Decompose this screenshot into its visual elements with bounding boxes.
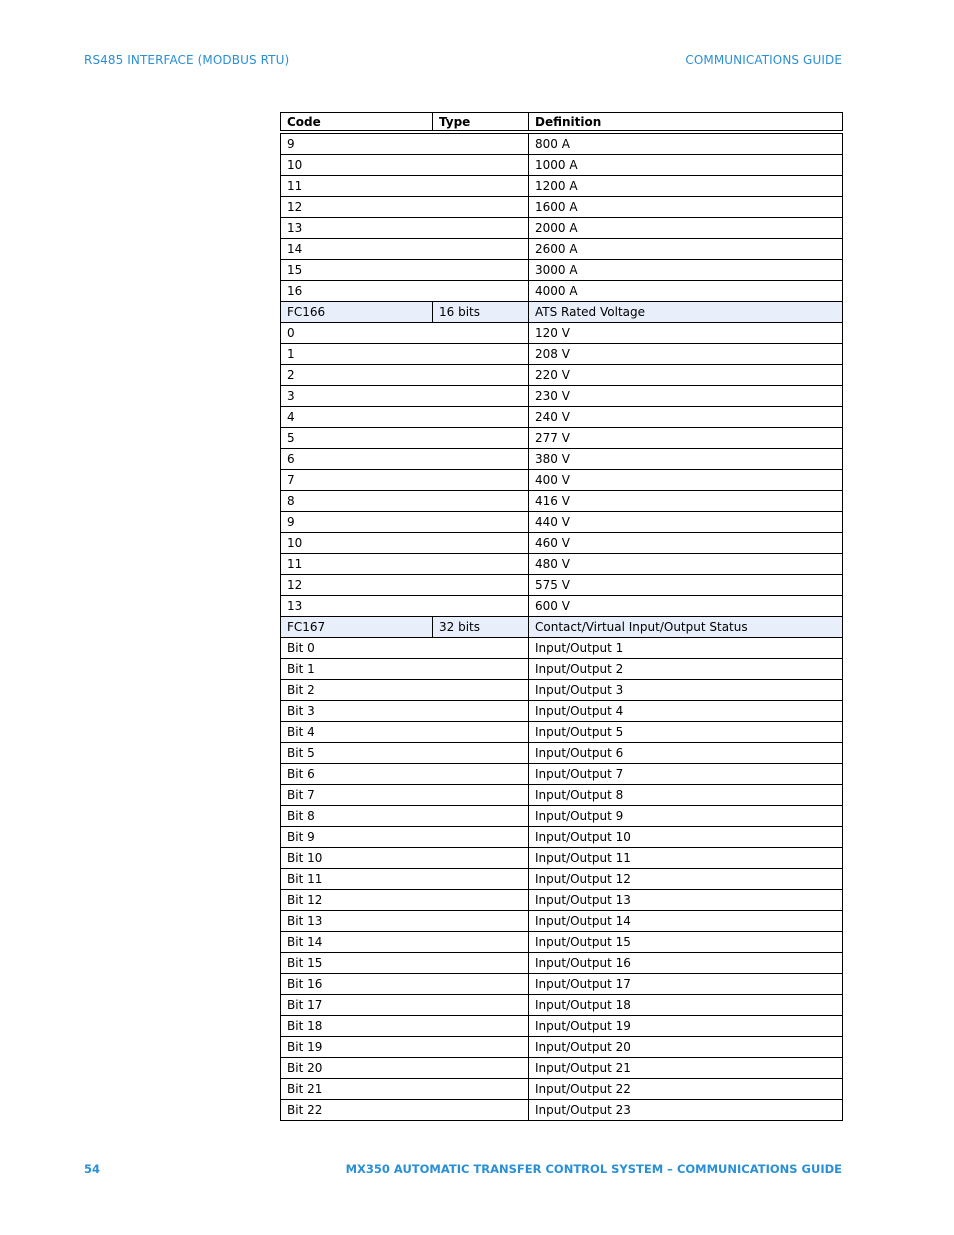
cell-value: 11	[281, 176, 529, 197]
cell-definition: Input/Output 2	[529, 659, 843, 680]
cell-value: 10	[281, 155, 529, 176]
cell-definition: 2600 A	[529, 239, 843, 260]
column-header-definition: Definition	[529, 113, 843, 133]
cell-value: Bit 16	[281, 974, 529, 995]
cell-value: Bit 19	[281, 1037, 529, 1058]
table-row	[281, 596, 843, 617]
cell-value: Bit 20	[281, 1058, 529, 1079]
cell-definition: 460 V	[529, 533, 843, 554]
cell-definition: Input/Output 23	[529, 1100, 843, 1121]
cell-definition: Input/Output 5	[529, 722, 843, 743]
cell-definition: Input/Output 14	[529, 911, 843, 932]
table-row	[281, 155, 843, 176]
table-row	[281, 932, 843, 953]
cell-definition: Input/Output 15	[529, 932, 843, 953]
table-row	[281, 869, 843, 890]
cell-value: Bit 21	[281, 1079, 529, 1100]
table-row	[281, 680, 843, 701]
cell-value: 8	[281, 491, 529, 512]
table-row	[281, 764, 843, 785]
cell-value: Bit 11	[281, 869, 529, 890]
cell-definition: Input/Output 9	[529, 806, 843, 827]
table-row	[281, 974, 843, 995]
cell-value: 2	[281, 365, 529, 386]
table-row	[281, 197, 843, 218]
cell-value: 10	[281, 533, 529, 554]
cell-definition: 416 V	[529, 491, 843, 512]
cell-definition: 800 A	[529, 132, 843, 155]
cell-definition: Input/Output 3	[529, 680, 843, 701]
footer-title: MX350 AUTOMATIC TRANSFER CONTROL SYSTEM – COMMUNICATIONS GUIDE	[345, 1162, 842, 1176]
cell-value: Bit 3	[281, 701, 529, 722]
cell-definition: 400 V	[529, 470, 843, 491]
cell-value: 16	[281, 281, 529, 302]
table-row	[281, 132, 843, 155]
table-row	[281, 512, 843, 533]
table-row	[281, 554, 843, 575]
cell-definition: 1000 A	[529, 155, 843, 176]
cell-code: FC167	[281, 617, 433, 638]
column-header-code: Code	[281, 113, 433, 133]
cell-value: 13	[281, 218, 529, 239]
cell-value: Bit 4	[281, 722, 529, 743]
cell-definition: 230 V	[529, 386, 843, 407]
cell-definition: Input/Output 19	[529, 1016, 843, 1037]
cell-value: 14	[281, 239, 529, 260]
format-code-row	[281, 617, 843, 638]
cell-definition: Input/Output 18	[529, 995, 843, 1016]
cell-value: Bit 0	[281, 638, 529, 659]
cell-value: Bit 7	[281, 785, 529, 806]
table-row	[281, 995, 843, 1016]
table-row	[281, 1037, 843, 1058]
cell-value: Bit 8	[281, 806, 529, 827]
format-code-table	[280, 112, 843, 1121]
cell-value: Bit 6	[281, 764, 529, 785]
cell-definition: Input/Output 1	[529, 638, 843, 659]
running-header-guide: COMMUNICATIONS GUIDE	[685, 53, 842, 67]
cell-definition: 220 V	[529, 365, 843, 386]
cell-value: Bit 5	[281, 743, 529, 764]
table-row	[281, 890, 843, 911]
cell-definition: 3000 A	[529, 260, 843, 281]
table-row	[281, 806, 843, 827]
cell-definition: Input/Output 22	[529, 1079, 843, 1100]
cell-definition: ATS Rated Voltage	[529, 302, 843, 323]
cell-definition: Input/Output 4	[529, 701, 843, 722]
cell-value: Bit 9	[281, 827, 529, 848]
table-row	[281, 1079, 843, 1100]
table-row	[281, 1058, 843, 1079]
cell-value: Bit 2	[281, 680, 529, 701]
table-row	[281, 470, 843, 491]
cell-value: Bit 17	[281, 995, 529, 1016]
running-header-section: RS485 INTERFACE (MODBUS RTU)	[84, 53, 290, 67]
table-row	[281, 1016, 843, 1037]
cell-definition: Input/Output 21	[529, 1058, 843, 1079]
table-row	[281, 701, 843, 722]
table-row	[281, 659, 843, 680]
table-row	[281, 218, 843, 239]
cell-value: 12	[281, 197, 529, 218]
table-body	[281, 132, 843, 1121]
table-row	[281, 848, 843, 869]
table-header-row	[281, 113, 843, 133]
table-row	[281, 722, 843, 743]
cell-definition: 1600 A	[529, 197, 843, 218]
table-row	[281, 533, 843, 554]
cell-value: 15	[281, 260, 529, 281]
cell-definition: 480 V	[529, 554, 843, 575]
table-row	[281, 260, 843, 281]
cell-value: Bit 14	[281, 932, 529, 953]
cell-definition: Input/Output 13	[529, 890, 843, 911]
cell-value: Bit 13	[281, 911, 529, 932]
cell-value: Bit 10	[281, 848, 529, 869]
table-row	[281, 176, 843, 197]
cell-value: 0	[281, 323, 529, 344]
cell-value: 5	[281, 428, 529, 449]
cell-definition: Input/Output 6	[529, 743, 843, 764]
cell-value: 7	[281, 470, 529, 491]
table-row	[281, 638, 843, 659]
table-row	[281, 365, 843, 386]
cell-value: Bit 1	[281, 659, 529, 680]
cell-definition: Input/Output 17	[529, 974, 843, 995]
cell-value: 3	[281, 386, 529, 407]
cell-definition: 2000 A	[529, 218, 843, 239]
cell-definition: Input/Output 10	[529, 827, 843, 848]
cell-value: Bit 22	[281, 1100, 529, 1121]
cell-value: 13	[281, 596, 529, 617]
cell-value: Bit 15	[281, 953, 529, 974]
cell-value: 1	[281, 344, 529, 365]
cell-type: 16 bits	[433, 302, 529, 323]
table-row	[281, 239, 843, 260]
cell-value: 9	[281, 512, 529, 533]
table-row	[281, 386, 843, 407]
table-row	[281, 827, 843, 848]
cell-value: 12	[281, 575, 529, 596]
cell-definition: 575 V	[529, 575, 843, 596]
table-row	[281, 785, 843, 806]
table-row	[281, 449, 843, 470]
cell-code: FC166	[281, 302, 433, 323]
cell-definition: 120 V	[529, 323, 843, 344]
table-row	[281, 743, 843, 764]
cell-definition: 1200 A	[529, 176, 843, 197]
column-header-type: Type	[433, 113, 529, 133]
table-row	[281, 281, 843, 302]
page-number: 54	[84, 1162, 101, 1176]
table-row	[281, 953, 843, 974]
table-row	[281, 1100, 843, 1121]
cell-definition: Input/Output 16	[529, 953, 843, 974]
format-code-row	[281, 302, 843, 323]
cell-value: Bit 12	[281, 890, 529, 911]
cell-value: 11	[281, 554, 529, 575]
cell-value: 9	[281, 132, 529, 155]
cell-definition: 4000 A	[529, 281, 843, 302]
cell-definition: 277 V	[529, 428, 843, 449]
cell-definition: Input/Output 8	[529, 785, 843, 806]
cell-definition: 208 V	[529, 344, 843, 365]
cell-definition: 240 V	[529, 407, 843, 428]
cell-definition: Contact/Virtual Input/Output Status	[529, 617, 843, 638]
cell-definition: 380 V	[529, 449, 843, 470]
cell-type: 32 bits	[433, 617, 529, 638]
cell-definition: 600 V	[529, 596, 843, 617]
table-row	[281, 407, 843, 428]
cell-value: 4	[281, 407, 529, 428]
cell-definition: Input/Output 12	[529, 869, 843, 890]
cell-value: 6	[281, 449, 529, 470]
table-row	[281, 323, 843, 344]
table-row	[281, 911, 843, 932]
cell-definition: 440 V	[529, 512, 843, 533]
cell-definition: Input/Output 20	[529, 1037, 843, 1058]
table-row	[281, 428, 843, 449]
cell-definition: Input/Output 11	[529, 848, 843, 869]
table-row	[281, 491, 843, 512]
cell-value: Bit 18	[281, 1016, 529, 1037]
cell-definition: Input/Output 7	[529, 764, 843, 785]
table-row	[281, 575, 843, 596]
table-row	[281, 344, 843, 365]
